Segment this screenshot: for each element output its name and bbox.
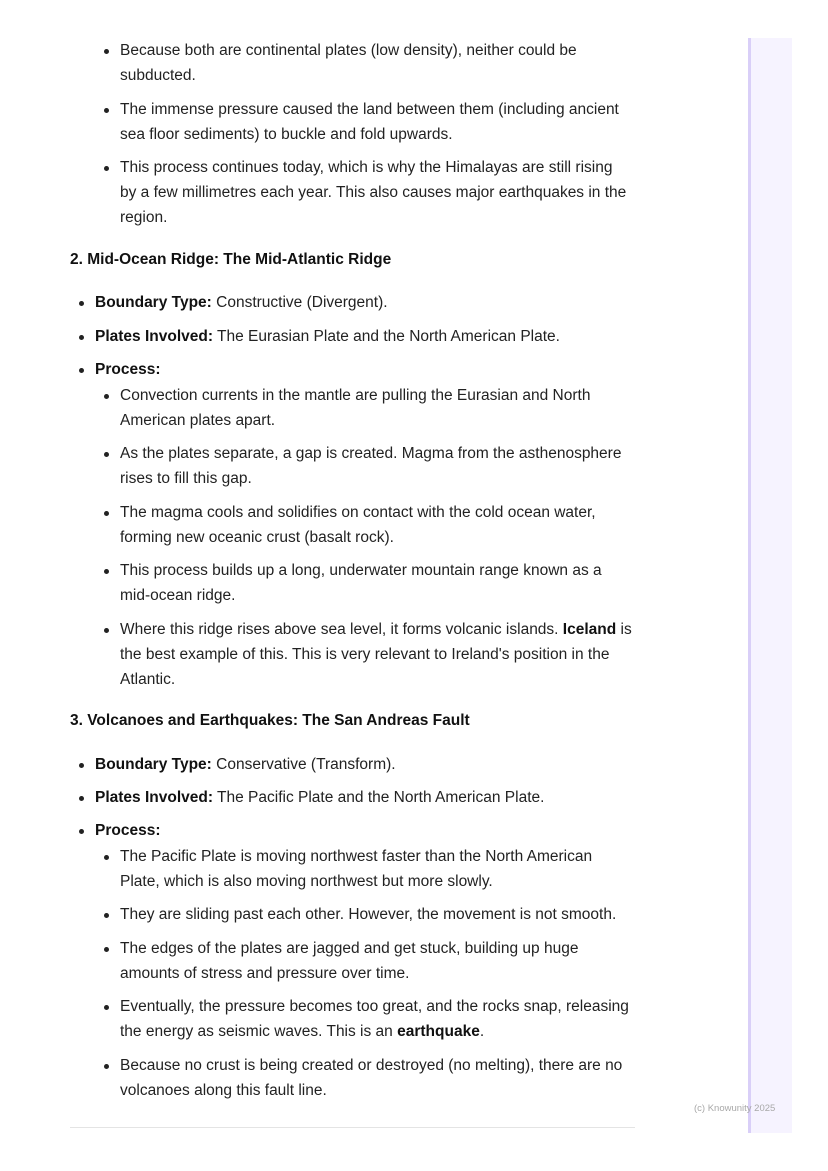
list-item: Eventually, the pressure becomes too great, and the rocks snap, releasing	[120, 998, 629, 1015]
bullet-dot	[104, 166, 109, 171]
side-panel-accent-bar	[748, 38, 751, 1133]
bullet-dot	[79, 368, 84, 373]
list-item: region.	[120, 209, 168, 226]
list-item: mid-ocean ridge.	[120, 587, 236, 604]
list-item: amounts of stress and pressure over time.	[120, 965, 410, 982]
list-item: Atlantic.	[120, 671, 176, 688]
plates-involved-value: The Eurasian Plate and the North American Plate.	[213, 328, 560, 345]
quake-text: the energy as seismic waves. This is an	[120, 1023, 398, 1040]
boundary-type-value: Conservative (Transform).	[211, 756, 396, 773]
copyright-watermark: (c) Knowunity 2025	[694, 1103, 776, 1114]
list-item: Because both are continental plates (low density), neither could be	[120, 42, 577, 59]
bullet-dot	[104, 855, 109, 860]
list-item: forming new oceanic crust (basalt rock).	[120, 529, 394, 546]
footer-divider	[70, 1127, 635, 1128]
boundary-type-value: Constructive (Divergent).	[211, 294, 388, 311]
section-heading: 3. Volcanoes and Earthquakes: The San Andreas Fault	[70, 712, 470, 729]
iceland-emphasis: Iceland	[562, 621, 617, 638]
plates-involved-row	[95, 327, 560, 347]
list-item: Plate, which is also moving northwest but more slowly.	[120, 873, 493, 890]
list-item: sea floor sediments) to buckle and fold upwards.	[120, 126, 453, 143]
bullet-dot	[104, 394, 109, 399]
boundary-type-label: Boundary Type:	[95, 756, 212, 773]
list-item: Because no crust is being created or destroyed (no melting), there are no	[120, 1057, 623, 1074]
bullet-dot	[79, 796, 84, 801]
quake-text-end: .	[479, 1023, 485, 1040]
bullet-dot	[104, 452, 109, 457]
list-item: The edges of the plates are jagged and get stuck, building up huge	[120, 940, 579, 957]
list-item: subducted.	[120, 67, 196, 84]
bullet-dot	[104, 913, 109, 918]
plates-involved-row	[95, 788, 544, 808]
bullet-dot	[104, 49, 109, 54]
iceland-text-end: is	[616, 621, 632, 638]
bullet-dot	[79, 763, 84, 768]
boundary-type-label: Boundary Type:	[95, 294, 212, 311]
list-item: by a few millimetres each year. This also causes major earthquakes in the	[120, 184, 627, 201]
list-item: They are sliding past each other. However, the movement is not smooth.	[120, 906, 617, 923]
list-item: As the plates separate, a gap is created. Magma from the asthenosphere	[120, 445, 622, 462]
bullet-dot	[104, 108, 109, 113]
list-item: volcanoes along this fault line.	[120, 1082, 327, 1099]
bullet-dot	[104, 1005, 109, 1010]
list-item: The immense pressure caused the land between them (including ancient	[120, 101, 619, 118]
boundary-type-row	[95, 293, 388, 313]
bullet-dot	[104, 511, 109, 516]
plates-involved-value: The Pacific Plate and the North American Plate.	[213, 789, 545, 806]
section-heading: 2. Mid-Ocean Ridge: The Mid-Atlantic Ridge	[70, 251, 392, 268]
list-item: the best example of this. This is very relevant to Ireland's position in the	[120, 646, 610, 663]
bullet-dot	[79, 301, 84, 306]
list-item: The magma cools and solidifies on contact with the cold ocean water,	[120, 504, 596, 521]
list-item: The Pacific Plate is moving northwest faster than the North American	[120, 848, 593, 865]
bullet-dot	[104, 1064, 109, 1069]
bullet-dot	[104, 569, 109, 574]
list-item	[120, 1022, 484, 1042]
plates-involved-label: Plates Involved:	[95, 789, 214, 806]
side-panel	[748, 38, 792, 1133]
list-item: rises to fill this gap.	[120, 470, 252, 487]
process-label: Process:	[95, 361, 161, 378]
process-label: Process:	[95, 822, 161, 839]
list-item: Convection currents in the mantle are pulling the Eurasian and North	[120, 387, 591, 404]
boundary-type-row	[95, 755, 396, 775]
list-item: This process builds up a long, underwater mountain range known as a	[120, 562, 602, 579]
list-item: American plates apart.	[120, 412, 276, 429]
bullet-dot	[104, 947, 109, 952]
list-item	[120, 620, 632, 640]
iceland-text: Where this ridge rises above sea level, it forms volcanic islands.	[120, 621, 563, 638]
list-item: This process continues today, which is why the Himalayas are still rising	[120, 159, 613, 176]
bullet-dot	[79, 829, 84, 834]
bullet-dot	[104, 628, 109, 633]
bullet-dot	[79, 335, 84, 340]
plates-involved-label: Plates Involved:	[95, 328, 214, 345]
earthquake-emphasis: earthquake	[397, 1023, 480, 1040]
